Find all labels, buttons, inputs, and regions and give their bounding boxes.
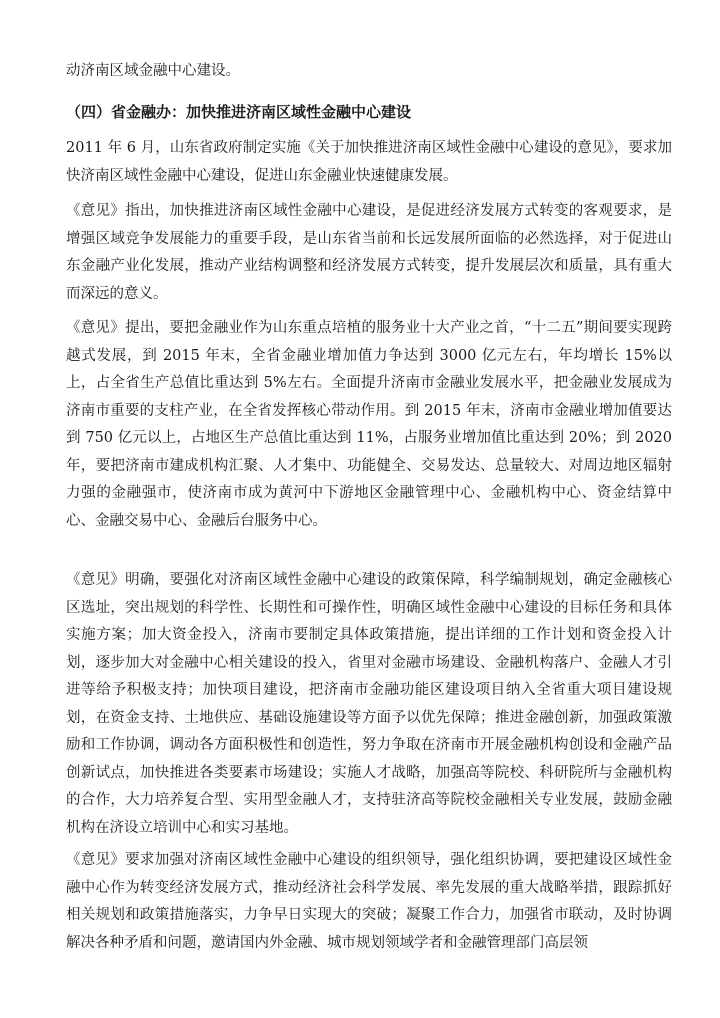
paragraph-2: 《意见》指出，加快推进济南区域性金融中心建设，是促进经济发展方式转变的客观要求，是增强区域竞争发展能力的重要手段，是山东省当前和长远发展所面临的必然选择，对于促进山东金融产业化发展，推动产业结构调整和经济发展方式转变，提升发展层次和质量，具有重大而深远的意义。 [66, 203, 672, 302]
intro-fragment: 动济南区域金融中心建设。 [66, 63, 240, 79]
paragraph-4: 《意见》明确，要强化对济南区域性金融中心建设的政策保障，科学编制规划，确定金融核心区选址，突出规划的科学性、长期性和可操作性，明确区域性金融中心建设的目标任务和具体实施方案；加大资金投入，济南市要制定具体政策措施，提出详细的工作计划和资金投入计划，逐步加大对金融中心相关建设的投入，省里对金融市场建设、金融机构落户、金融人才引进等给予积极支持；加快项目建设，把济南市金融功能区建设项目纳入全省重大项目建设规划，在资金支持、土地供应、基础设施建设等方面予以优先保障；推进金融创新，加强政策激励和工作协调，调动各方面积极性和创造性，努力争取在济南市开展金融机构创设和金融产品创新试点，加快推进各类要素市场建设；实施人才战略，加强高等院校、科研院所与金融机构的合作，大力培养复合型、实用型金融人才，支持驻济高等院校金融相关专业发展，鼓励金融机构在济设立培训中心和实习基地。 [66, 572, 672, 836]
paragraph-5: 《意见》要求加强对济南区域性金融中心建设的组织领导，强化组织协调，要把建设区域性金融中心作为转变经济发展方式，推动经济社会科学发展、率先发展的重大战略举措，跟踪抓好相关规划和政策措施落实，力争早日实现大的突破；凝聚工作合力，加强省市联动，及时协调解决各种矛盾和问题，邀请国内外金融、城市规划领域学者和金融管理部门高层领 [66, 852, 672, 951]
section-heading: （四）省金融办：加快推进济南区域性金融中心建设 [66, 103, 412, 121]
paragraph-1: 2011 年 6 月，山东省政府制定实施《关于加快推进济南区域性金融中心建设的意见》，要求加快济南区域性金融中心建设，促进山东金融业快速健康发展。 [66, 140, 672, 184]
paragraph-3: 《意见》提出，要把金融业作为山东重点培植的服务业十大产业之首，“十二五”期间要实现跨越式发展，到 2015 年末，全省金融业增加值力争达到 3000 亿元左右，年均增长 15%以上，占全省生产总值比重达到 5%左右。全面提升济南市金融业发展水平，把金融业发展成为济南市重要的支柱产业，在全省发挥核心带动作用。到 2015 年末，济南市金融业增加值要达到 750 亿元以上，占地区生产总值比重达到 11%，占服务业增加值比重达到 20%；到 2020 年，要把济南市建成机构汇聚、人才集中、功能健全、交易发达、总量较大、对周边地区辐射力强的金融强市，使济南市成为黄河中下游地区金融管理中心、金融机构中心、资金结算中心、金融交易中心、金融后台服务中心。 [66, 320, 672, 529]
